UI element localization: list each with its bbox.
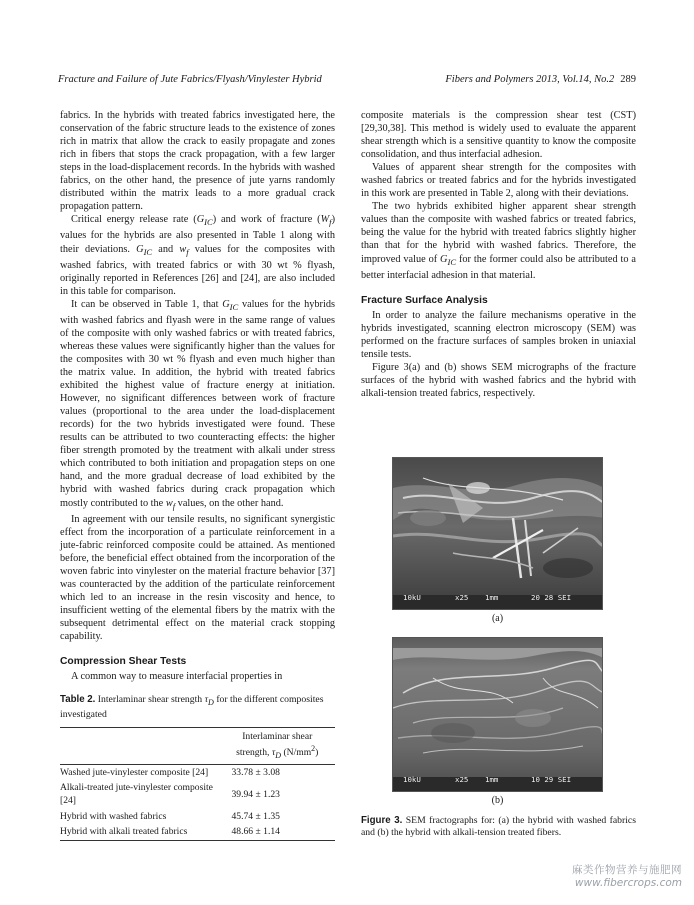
table-caption: Table 2. Interlaminar shear strength $\tau_D$ for the different composites investigated [60,694,324,721]
paragraph: A common way to measure interfacial properties in [71,671,283,683]
table-row: Alkali-treated jute-vinylester composite [24] 39.94 ± 1.23 [60,781,280,807]
paragraph: It can be observed in Table 1, that $G_{IC}$ values for the hybrids with washed fabrics and flyash were in the same range of values of the composite with only washed fabrics or with treated fabrics, whereas these values were significantly higher than the values for the composites with 30 wt % flyash and even much higher than the matrix value. In addition, the hybrid with treated fabrics exhibited the highest value of fracture energy at initiation. However, no significant differences between work of fracture values (proportional to the area under the load-displacement records) for the two hybrids investigated were found. These results can be attributed to two counteracting effects: the higher fiber strength promoted by the treatment with alkali under stress which contributed to both initiation and propagation steps on one hand, and the more gradual decrease of load exhibited by the hybrid with washed fabrics during crack propagation which mostly contributed to the $w_f$ values, on the other hand. [60,298,335,511]
paragraph: Figure 3(a) and (b) shows SEM micrographs of the fracture surfaces of the hybrid with washed fabrics and the hybrid with alkali-tension treated fabrics, respectively. [361,361,636,399]
sem-micrograph-b [392,637,603,792]
paragraph: fabrics. In the hybrids with treated fabrics investigated here, the conservation of the fabric structure leads to the existence of zones rich in matrix that allow the crack to easily propagate and zones rich in fibers that stops the crack propagation, with a few larger steps in the load-displacement records. In the hybrids with washed fabrics, on the other hand, the presence of jute yarns randomly distributed within the matrix leads to a more gradual crack propagation pattern. [60,110,335,213]
paragraph: Values of apparent shear strength for the composites with washed fabrics or treated fabrics and for the hybrids investigated in this work are presented in Table 2, along with their deviations. [361,162,636,200]
journal-citation [445,74,636,85]
table-row: Washed jute-vinylester composite [24] 33.78 ± 3.08 [60,766,280,778]
figure-caption: Figure 3. SEM fractographs for: (a) the hybrid with washed fabrics and (b) the hybrid with alkali-tension treated fibers. [361,815,636,839]
paragraph: Critical energy release rate $(G_{IC})$ and work of fracture $(W_f)$ values for the hybrids are also presented in Table 1 along with their deviations. $G_{IC}$ and $w_f$ values for the composites with washed fabrics, with treated fabrics or with 30 wt % flyash, originally reported in References [26] and [24], are also included in this table for comparison. [60,214,336,297]
watermark [572,862,682,889]
running-title: Fracture and Failure of Jute Fabrics/Flyash/Vinylester Hybrid [58,74,322,85]
scale-bar: 1mm [485,775,499,784]
subfigure-label: (a) [491,613,504,624]
paragraph: The two hybrids exhibited higher apparent shear strength values than the composite with washed fabrics or treated fabrics, being the value for the hybrid with treated fabrics slightly higher than that for the hybrid with washed fabrics. Therefore, the improved value of $G_{IC}$ for the former could also be attributed to a better interfacial adhesion in that material. [361,201,636,281]
section-heading: Compression Shear Tests [60,656,187,668]
scale-bar: 1mm [485,593,499,602]
watermark-text: 麻类作物营养与施肥网 [572,864,682,876]
right-column [361,109,636,400]
figure-3b [392,637,603,806]
paragraph: In agreement with our tensile results, no significant synergistic effect from the incorporation of a particulate reinforcement in a jute-fabric reinforced composite could be attained. As mentioned before, the beneficial effect obtained from the incorporation of the woven fabric into vinylester on the material fracture behavior [37] was counteracted by the addition of the particulate reinforcement which led to an increase in the resin viscosity and hence, to insufficient wetting of the elemental fibers by the matrix with the subsequent detrimental effect on the material crack stopping capability. [60,513,335,643]
section-heading: Fracture Surface Analysis [361,294,488,306]
sem-micrograph-a [392,457,603,610]
table-row: Hybrid with alkali treated fabrics 48.66 ± 1.14 [60,824,335,840]
paragraph: composite materials is the compression shear test (CST) [29,30,38]. This method is widely used to evaluate the apparent shear strength which is a sensitive quantity to know the composite consolidation, and thus interfacial adhesion. [361,110,636,161]
running-header [58,74,636,88]
column-header: Interlaminar shear strength, $\tau_D$ $(N/mm^2)$ [236,731,319,761]
left-column [60,109,335,841]
shear-strength-table [60,727,335,840]
sem-info-bar: 10kU x25 1mm 20 28 SEI [403,593,572,602]
journal-name: Fibers and Polymers 2013, Vol.14, No.2 [445,74,615,85]
figure-3a [392,457,603,624]
watermark-url: www.fibercrops.com [574,877,682,889]
table-row: Hybrid with washed fabrics 45.74 ± 1.35 [60,810,280,822]
subfigure-label: (b) [491,795,504,806]
page-number: 289 [620,74,636,85]
sem-info-bar: 10kU x25 1mm 10 29 SEI [403,775,572,784]
paragraph: In order to analyze the failure mechanisms operative in the hybrids investigated, scanning electron microscopy (SEM) was performed on the fracture surfaces of samples broken in uniaxial tensile tests. [361,309,636,360]
